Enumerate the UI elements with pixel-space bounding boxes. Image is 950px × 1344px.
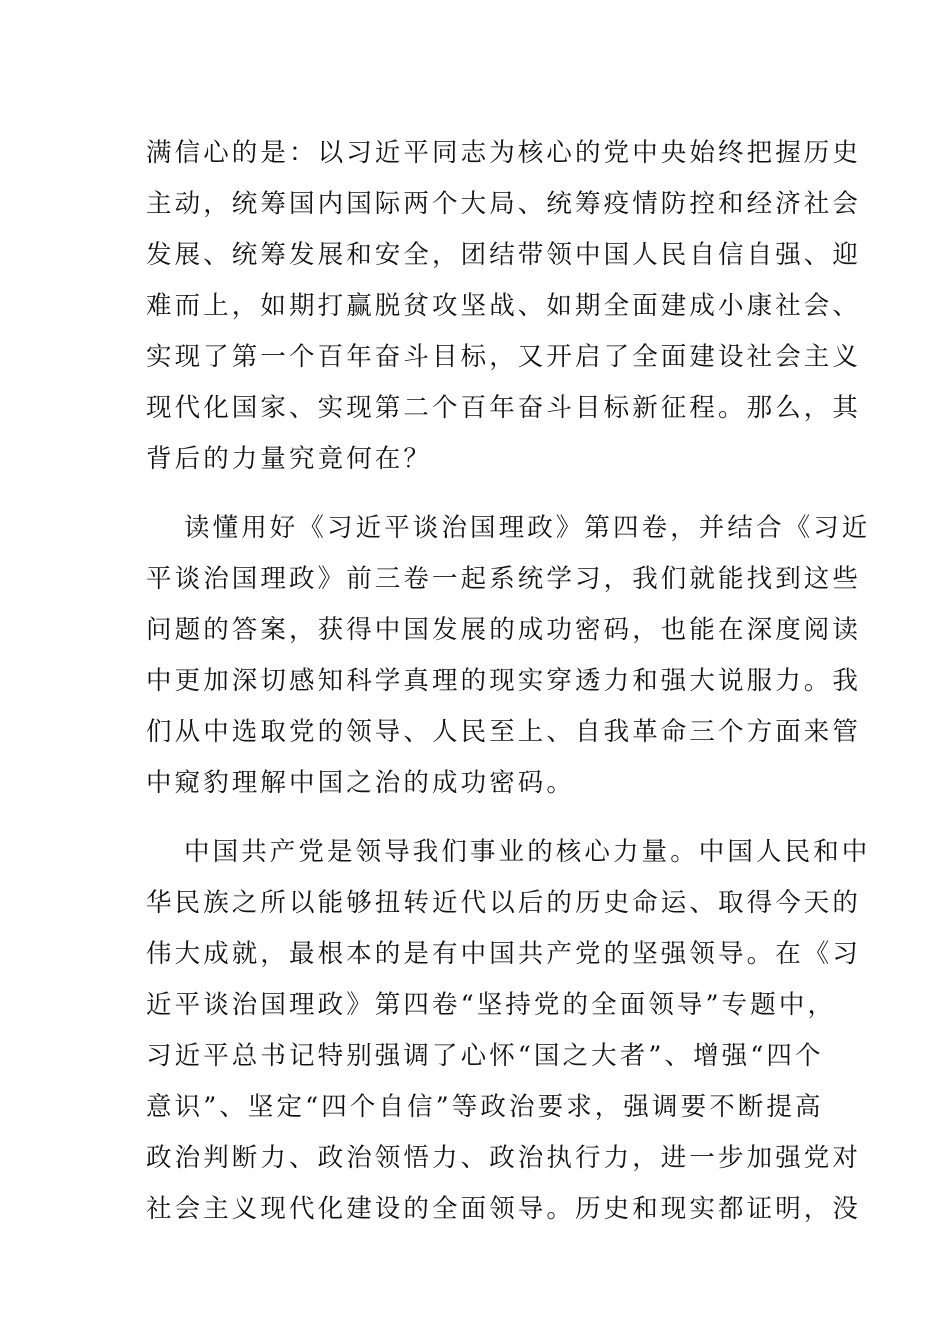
text-line: 满信心的是：以习近平同志为核心的党中央始终把握历史	[146, 138, 862, 168]
text-line: 读懂用好《习近平谈治国理政》第四卷，并结合《习近	[184, 513, 871, 543]
text-line: 发展、统筹发展和安全，团结带领中国人民自信自强、迎	[146, 240, 862, 270]
text-line: 实现了第一个百年奋斗目标，又开启了全面建设社会主义	[146, 342, 862, 372]
text-line: 政治判断力、政治领悟力、政治执行力，进一步加强党对	[146, 1143, 862, 1173]
text-line: 伟大成就，最根本的是有中国共产党的坚强领导。在《习	[146, 939, 862, 969]
text-line: 问题的答案，获得中国发展的成功密码，也能在深度阅读	[146, 615, 862, 645]
paragraph-1	[146, 128, 862, 485]
text-line: 现代化国家、实现第二个百年奋斗目标新征程。那么，其	[146, 393, 862, 423]
paragraph-2	[146, 503, 871, 809]
text-line: 平谈治国理政》前三卷一起系统学习，我们就能找到这些	[146, 564, 862, 594]
text-line: 中窥豹理解中国之治的成功密码。	[146, 768, 576, 798]
body-text	[146, 128, 871, 1253]
text-line: 中更加深切感知科学真理的现实穿透力和强大说服力。我	[146, 666, 862, 696]
text-line: 社会主义现代化建设的全面领导。历史和现实都证明，没	[146, 1194, 862, 1224]
text-line: 近平谈治国理政》第四卷“坚持党的全面领导”专题中，	[146, 990, 837, 1020]
text-line: 背后的力量究竟何在？	[146, 444, 433, 474]
paragraph-3	[146, 827, 871, 1235]
text-line: 中国共产党是领导我们事业的核心力量。中国人民和中	[184, 837, 871, 867]
text-line: 意识”、坚定“四个自信”等政治要求，强调要不断提高	[146, 1092, 824, 1122]
text-line: 华民族之所以能够扭转近代以后的历史命运、取得今天的	[146, 888, 862, 918]
text-line: 习近平总书记特别强调了心怀“国之大者”、增强“四个	[146, 1041, 824, 1071]
text-line: 难而上，如期打赢脱贫攻坚战、如期全面建成小康社会、	[146, 291, 862, 321]
text-line: 主动，统筹国内国际两个大局、统筹疫情防控和经济社会	[146, 189, 862, 219]
text-line: 们从中选取党的领导、人民至上、自我革命三个方面来管	[146, 717, 862, 747]
